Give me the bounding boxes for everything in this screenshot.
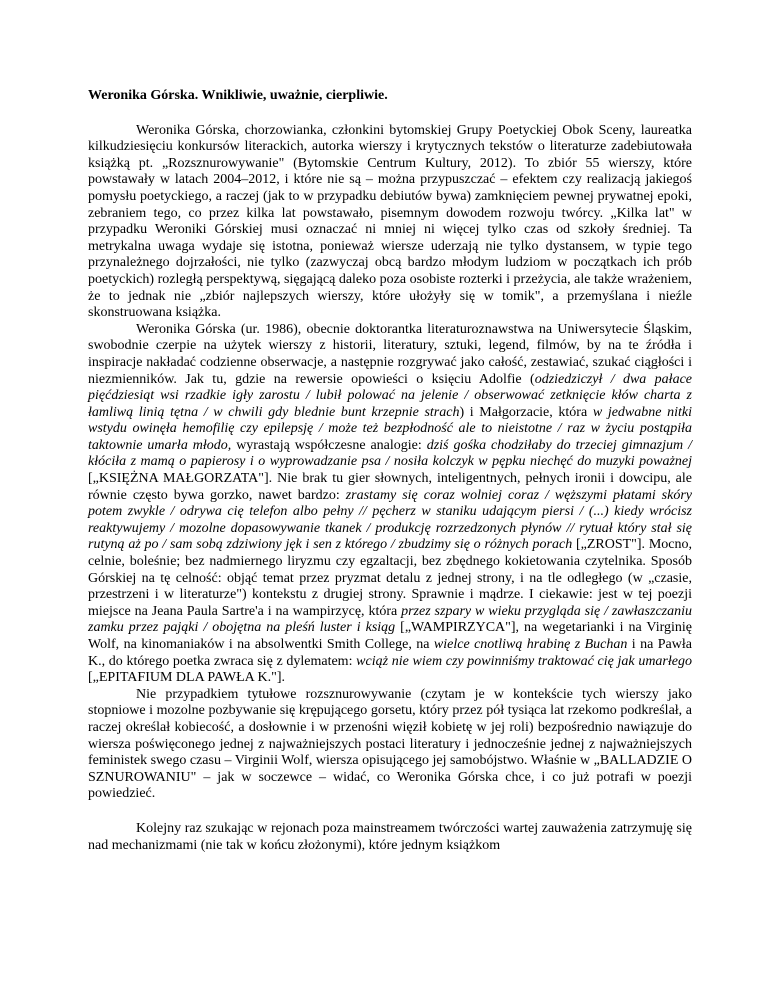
text-span: [„EPITAFIUM DLA PAWŁA K."].	[88, 670, 286, 686]
text-span: ) i Małgorzacie, która	[459, 404, 593, 420]
quote-gimnazjum: dziś gośka chodziłaby do trzeciej gimnazjum / kłóciła z mamą o papierosy i o wyprowadzanie psa / nosiła kolczyk w pępku niechęć do muzyki poważnej	[88, 437, 692, 470]
paragraph-intro: Weronika Górska, chorzowianka, członkini bytomskiej Grupy Poetyckiej Obok Sceny, laureatka kilkudziesięciu konkursów literackich, autorka wierszy i krytycznych tekstów o literaturze zadebiutowała książką pt. „Rozsznurowywanie" (Bytomskie Centrum Kultury, 2012). To zbiór 55 wierszy, które powstawały w latach 2004–2012, i które nie są – można przypuszczać – efektem czy realizacją jakiegoś pomysłu poetyckiego, a raczej (jak to w przypadku debiutów bywa) zamknięciem pewnej prywatnej epoki, zebraniem tego, co przez kilka lat powstawało, pisemnym dowodem rozwoju twórcy. „Kilka lat" w przypadku Weroniki Górskiej musi oznaczać ni mniej ni więcej tylko czas od szkoły średniej. Ta metrykalna uwaga wydaje się istotna, ponieważ wiersze uderzają nie tylko dystansem, w typie tego przynależnego dojrzałości, nie tylko (zazwyczaj obcą bardzo młodym ludziom w początkach ich prób poetyckich) rozległą perspektywą, sięgającą daleko poza osobiste rozterki i przeżycia, ale także wrażeniem, że to jednak nie „zbiór najlepszych wierszy, które ułożyły się w tomik", a przemyślana i nieźle skonstruowana książka.	[88, 122, 692, 321]
quote-adolf: odziedziczył / dwa pałace pięćdziesiąt wsi rzadkie igły zarostu / lubił polować na jelenie / obserwować zetknięcie kłów charta z łamliwą linią tętna / w chwili gdy blednie bunt krzepnie strach	[88, 371, 692, 420]
quote-hrabina: wielce cnotliwą hrabinę z Buchan	[433, 637, 628, 652]
text-span: [„KSIĘŻNA MAŁGORZATA"]. Nie brak tu gier słownych, inteligentnych, pełnych ironii i dowcipu, ale równie często bywa gorzko, nawet bardzo:	[88, 471, 692, 503]
quote-malgorzata: w jedwabne nitki wstydu owinęła hemofilię czy epilepsję / może też bezpłodność ale to nieistotne / raz w życiu postąpiła taktownie umarła młodo,	[88, 404, 692, 453]
quote-zrost: zrastamy się coraz wolniej coraz / węższymi płatami skóry potem zwykle / odrywa cię telefon albo pełny // pęcherz w staniku udającym piersi / (...) kiedy wrócisz reaktywujemy / mozolne dopasowywanie tkanek / produkcję rozrzedzonych płynów // rytuał który stał się rutyną aż po / sam sobą zdziwiony jęk i sen z którego / zbudzimy się o różnych porach	[88, 487, 693, 553]
paragraph-sources	[88, 322, 692, 687]
text-span: Weronika Górska (ur. 1986), obecnie doktorantka literaturoznawstwa na Uniwersytecie Śląskim, swobodnie czerpie na użytek wierszy z historii, literatury, sztuki, legend, filmów, by na te źródła i inspiracje nakładać codzienne obserwacje, a następnie rozgrywać jako całość, zestawiać, szukać ciągłości i niezmienników. Jak tu, gdzie na rewersie opowieści o księciu Adolfie (	[88, 321, 692, 387]
text-span: wyrastają współczesne analogie:	[231, 437, 427, 453]
document-title: Weronika Górska. Wnikliwie, uważnie, cierpliwie.	[88, 88, 388, 103]
text-span: [„WAMPIRZYCA"], na wegetarianki i na Virginię Wolf, na kinomaniaków i na absolwentki Smith College, na	[88, 620, 692, 652]
paragraph-closing: Kolejny raz szukając w rejonach poza mainstreamem twórczości wartej zauważenia zatrzymuję się nad mechanizmami (nie tak w końcu złożonymi), które jednym książkom	[88, 820, 692, 853]
document-page	[88, 88, 692, 854]
text-span: [„ZROST"]. Mocno, celnie, boleśnie; bez nadmiernego liryzmu czy egzaltacji, bez zbędnego kokietowania czytelnika. Sposób Górskiej na tę celność: objąć temat przez pryzmat detalu z jednej strony, i na tle odległego (w „czasie, przestrzeni i w literaturze") kontekstu z drugiej strony. Sprawnie i mądrze. I ciekawie: jest w tej poezji miejsce na Jeana Paula Sartre'a i na wampirzycę, która	[88, 537, 692, 619]
text-span: i na Pawła K., do którego poetka zwraca się z dylematem:	[88, 637, 692, 669]
quote-epitafium: wciąż nie wiem czy powinniśmy traktować cię jak umarłego	[356, 653, 692, 669]
paragraph-title-meaning: Nie przypadkiem tytułowe rozsznurowywanie (czytam je w kontekście tych wierszy jako stopniowe i mozolne pozbywanie się krępującego gorsetu, który przez pół tysiąca lat rzekomo podkreślał, a raczej określał kobiecość, a dosłownie i w przenośni więził kobietę w jej roli) bezpośrednio nawiązuje do wiersza poświęconego jednej z najważniejszych postaci literatury i jednocześnie jednej z najważniejszych feministek swego czasu – Virginii Wolf, wiersza opisującego jej samobójstwo. Właśnie w „BALLADZIE O SZNUROWANIU" – jak w soczewce – widać, co Weronika Górska chce, i co już potrafi w poezji powiedzieć.	[88, 686, 692, 802]
quote-wampirzyca: przez szpary w wieku przygląda się / zawłaszczaniu zamku przez pająki / obojętna na pleśń luster i ksiąg	[88, 603, 692, 636]
